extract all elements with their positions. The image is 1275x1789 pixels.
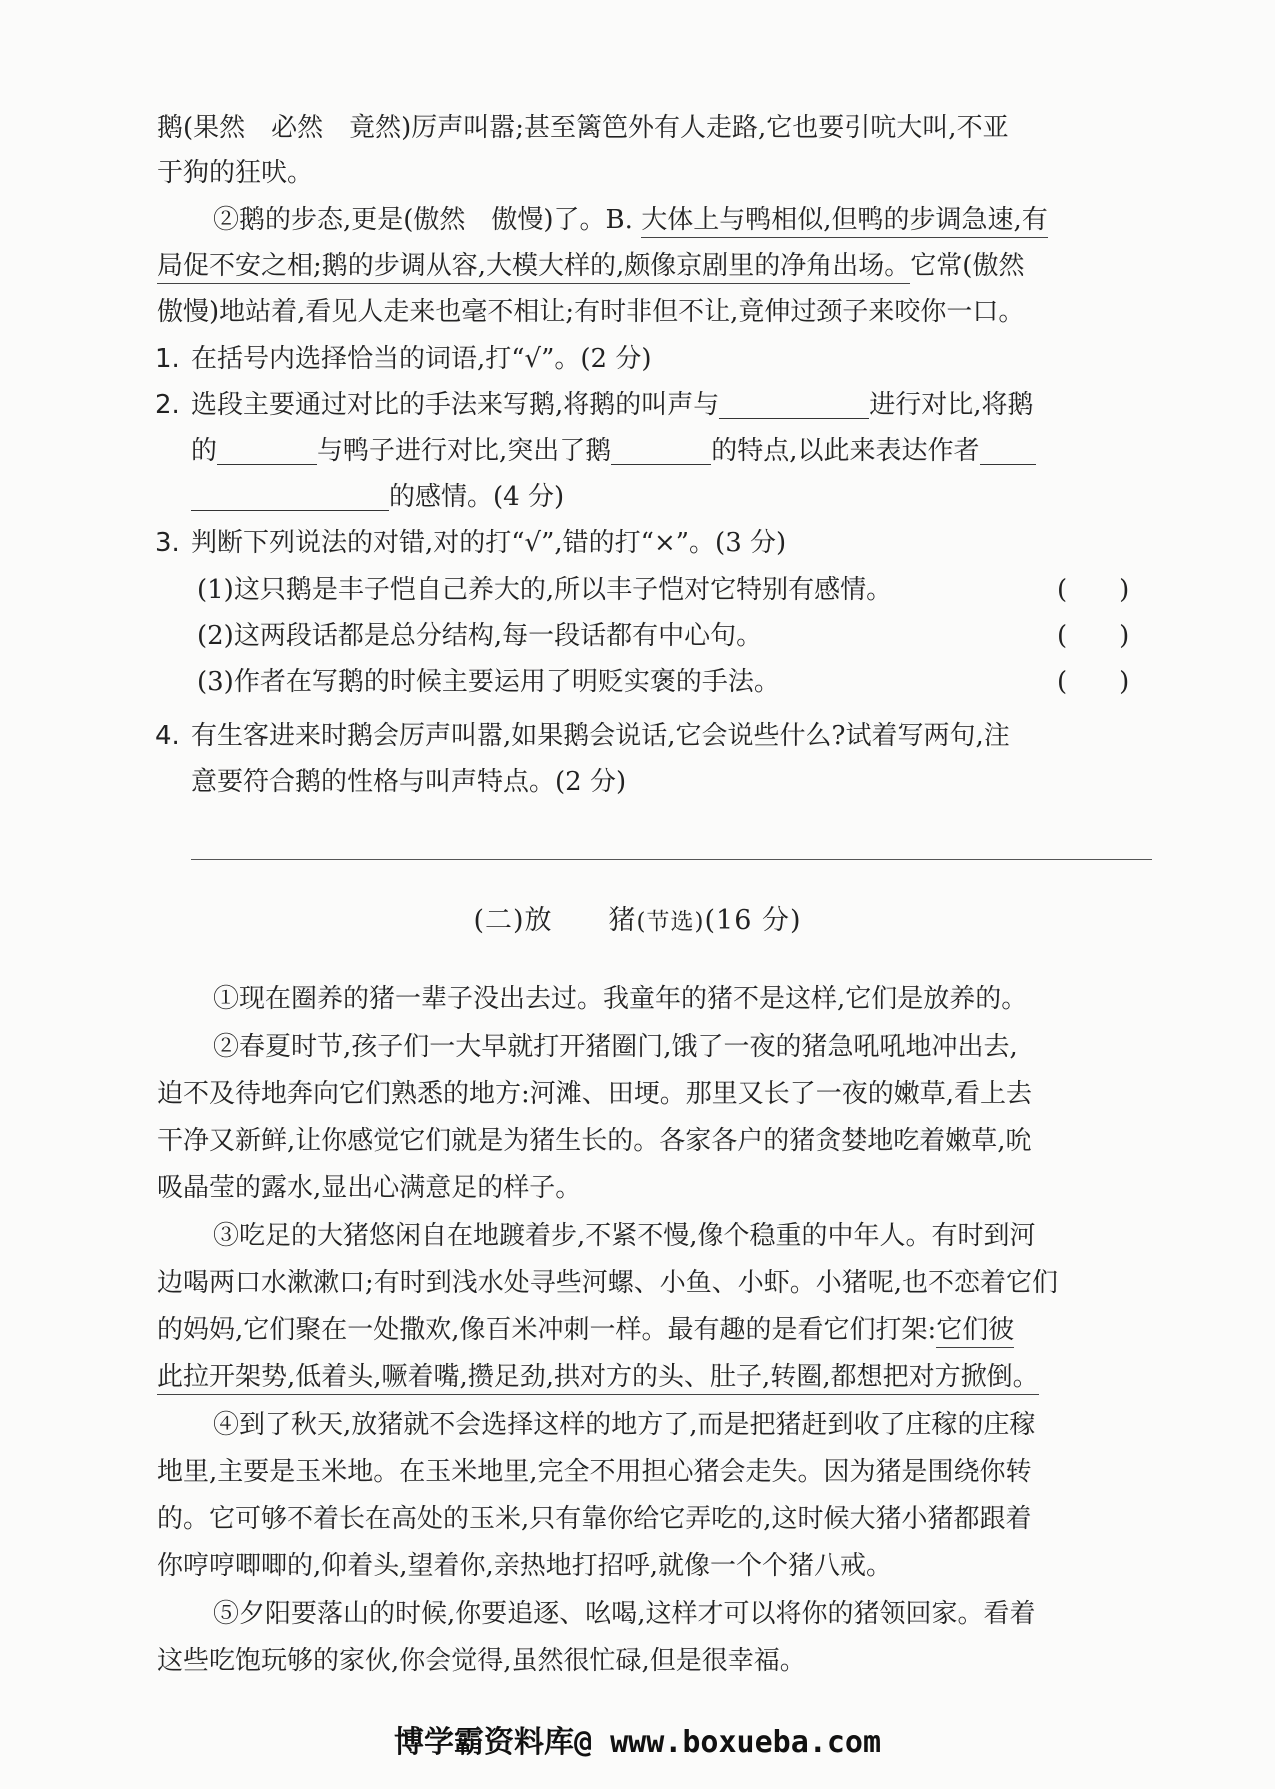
section-title-score: (16 分): [704, 905, 802, 936]
question-3: [155, 520, 1155, 566]
question-text: 的: [191, 436, 218, 466]
answer-parenthesis[interactable]: ( ): [1057, 575, 1130, 605]
passage1-paragraph2-line: [157, 243, 1157, 289]
paragraph-text: ②鹅的步态,更是(傲然 傲慢)了。B.: [213, 205, 642, 235]
underlined-text: 它们彼: [936, 1315, 1014, 1348]
fill-blank[interactable]: [217, 434, 317, 465]
fill-blank[interactable]: [611, 434, 711, 465]
passage1-paragraph2-line: 傲慢)地站着,看见人走来也毫不相让;有时非但不让,竟伸过颈子来咬你一口。: [157, 297, 1025, 327]
passage2-line: 你哼哼唧唧的,仰着头,望着你,亲热地打招呼,就像一个个猪八戒。: [157, 1551, 893, 1581]
question-4-line2: 意要符合鹅的性格与叫声特点。(2 分): [191, 767, 627, 797]
passage2-line: 干净又新鲜,让你感觉它们就是为猪生长的。各家各户的猪贪婪地吃着嫩草,吮: [157, 1126, 1032, 1156]
passage2-line: 吸晶莹的露水,显出心满意足的样子。: [157, 1173, 582, 1203]
question-4: [155, 713, 1155, 759]
section-title-main: (二)放 猪: [473, 905, 637, 936]
fill-blank[interactable]: [980, 434, 1036, 465]
question-text: 判断下列说法的对错,对的打“√”,错的打“×”。(3 分): [191, 528, 787, 558]
question-number: 4.: [155, 721, 180, 751]
underlined-text: 此拉开架势,低着头,噘着嘴,攒足劲,拱对方的头、肚子,转圈,都想把对方掀倒。: [157, 1362, 1039, 1395]
passage2-line: [157, 1307, 1157, 1353]
fill-blank[interactable]: [191, 480, 389, 511]
judgement-item: (3)作者在写鹅的时候主要运用了明贬实褒的手法。: [197, 667, 780, 697]
passage2-line: ③吃足的大猪悠闲自在地踱着步,不紧不慢,像个稳重的中年人。有时到河: [213, 1221, 1036, 1251]
passage2-line: 边喝两口水漱漱口;有时到浅水处寻些河螺、小鱼、小虾。小猪呢,也不恋着它们: [157, 1268, 1059, 1298]
question-number: 1.: [155, 344, 180, 374]
passage2-line: 迫不及待地奔向它们熟悉的地方:河滩、田埂。那里又长了一夜的嫩草,看上去: [157, 1079, 1033, 1109]
answer-parenthesis[interactable]: ( ): [1057, 621, 1130, 651]
paragraph-text: 的妈妈,它们聚在一处撒欢,像百米冲刺一样。最有趣的是看它们打架:: [157, 1315, 937, 1345]
passage2-line: 地里,主要是玉米地。在玉米地里,完全不用担心猪会走失。因为猪是围绕你转: [157, 1457, 1032, 1487]
watermark: 博学霸资料库@ www.boxueba.com: [393, 1725, 882, 1760]
passage2-line: 这些吃饱玩够的家伙,你会觉得,虽然很忙碌,但是很幸福。: [157, 1646, 806, 1676]
question-text: 在括号内选择恰当的词语,打“√”。(2 分): [191, 344, 652, 374]
answer-writing-line[interactable]: [191, 859, 1152, 860]
question-text: 进行对比,将鹅: [869, 390, 1034, 420]
passage1-line: 于狗的狂吠。: [157, 158, 314, 188]
question-text: 的特点,以此来表达作者: [711, 436, 980, 466]
question-number: 3.: [155, 528, 180, 558]
section-title: [0, 898, 1275, 944]
question-text: 与鸭子进行对比,突出了鹅: [317, 436, 612, 466]
question-2-line2: [191, 428, 1191, 474]
passage2-line: ⑤夕阳要落山的时候,你要追逐、吆喝,这样才可以将你的猪领回家。看着: [213, 1599, 1036, 1629]
passage2-line: ②春夏时节,孩子们一大早就打开猪圈门,饿了一夜的猪急吼吼地冲出去,: [213, 1032, 1018, 1062]
passage2-line: ①现在圈养的猪一辈子没出去过。我童年的猪不是这样,它们是放养的。: [213, 984, 1028, 1014]
fill-blank[interactable]: [719, 388, 869, 419]
question-2-line3: [191, 474, 1191, 520]
answer-parenthesis[interactable]: ( ): [1057, 667, 1130, 697]
question-text: 有生客进来时鹅会厉声叫嚣,如果鹅会说话,它会说些什么?试着写两句,注: [191, 721, 1010, 751]
question-1: [155, 336, 1155, 382]
paragraph-text: 它常(傲然: [910, 251, 1025, 281]
passage2-line: [157, 1354, 1157, 1400]
judgement-item: (2)这两段话都是总分结构,每一段话都有中心句。: [197, 621, 763, 651]
section-title-note: (节选): [636, 909, 705, 935]
passage2-line: ④到了秋天,放猪就不会选择这样的地方了,而是把猪赶到收了庄稼的庄稼: [213, 1410, 1036, 1440]
judgement-item: (1)这只鹅是丰子恺自己养大的,所以丰子恺对它特别有感情。: [197, 575, 893, 605]
passage1-line: 鹅(果然 必然 竟然)厉声叫嚣;甚至篱笆外有人走路,它也要引吭大叫,不亚: [157, 113, 1009, 143]
question-2: [155, 382, 1155, 428]
underlined-text: 局促不安之相;鹅的步调从容,大模大样的,颇像京剧里的净角出场。: [157, 251, 910, 284]
passage1-paragraph2-line: [213, 197, 1213, 243]
question-text: 选段主要通过对比的手法来写鹅,将鹅的叫声与: [191, 390, 720, 420]
passage2-line: 的。它可够不着长在高处的玉米,只有靠你给它弄吃的,这时候大猪小猪都跟着: [157, 1504, 1032, 1534]
question-text: 的感情。(4 分): [389, 482, 565, 512]
underlined-text: 大体上与鸭相似,但鸭的步调急速,有: [641, 205, 1048, 238]
question-number: 2.: [155, 390, 180, 420]
